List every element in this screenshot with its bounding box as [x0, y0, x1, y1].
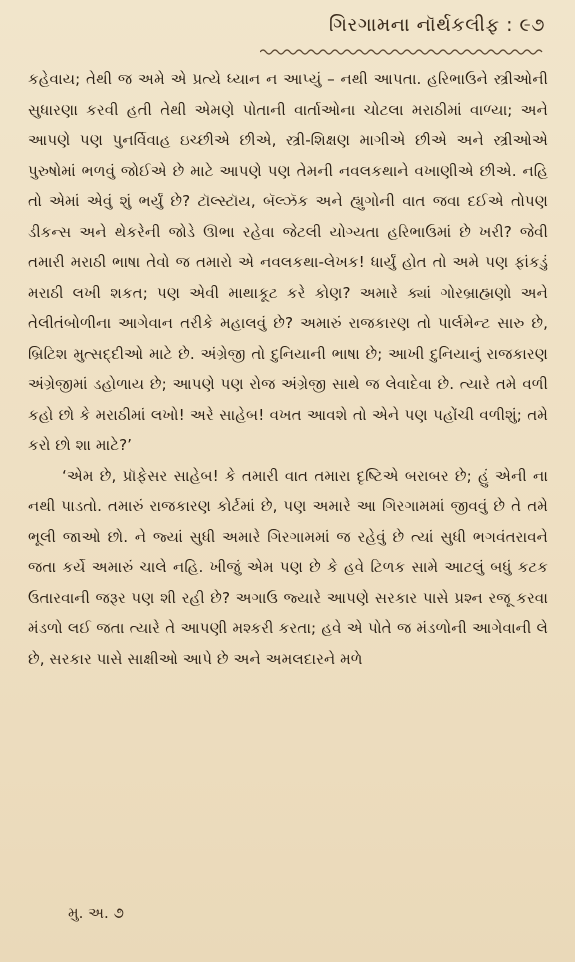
signature-mark: મુ. અ. ૭	[68, 904, 124, 922]
paragraph: ‘એમ છે, પ્રૉફેસર સાહેબ! કે તમારી વાત તમારા દૃષ્ટિએ બરાબર છે; હું એની ના નથી પાડતો. તમારું રાજકારણ કોર્ટમાં છે, પણ અમારે આ ગિરગામમાં જીવવું છે તે તમે ભૂલી જાઓ છો. ને જ્યાં સુધી અમારે ગિરગામમાં જ રહેવું છે ત્યાં સુધી ભગવંતરાવને જતા કર્યે અમારું ચાલે નહિ. ખીજું એમ પણ છે કે હવે ટિળક સામે આટલું બધું કટક ઉતારવાની જરૂર પણ શી રહી છે? અગાઉ જ્યારે આપણે સરકાર પાસે પ્રશ્ન રજૂ કરવા મંડળો લઈ જતા ત્યારે તે આપણી મશ્કરી કરતા; હવે એ પોતે જ મંડળોની આગેવાની લે છે, સરકાર પાસે સાક્ષીઓ આપે છે અને અમલદારને મળે	[28, 466, 548, 668]
paragraph: કહેવાય; તેથી જ અમે એ પ્રત્યે ધ્યાન ન આપ્યું – નથી આપતા. હરિભાઉને સ્ત્રીઓની સુધારણા કરવી હતી તેથી એમણે પોતાની વાર્તાઓના ચોટલા મરાઠીમાં વાળ્યા; અને આપણે પણ પુનર્વિવાહ ઇચ્છીએ છીએ, સ્ત્રી-શિક્ષણ માગીએ છીએ અને સ્ત્રીઓએ પુરુષોમાં ભળવું જોઈએ છે માટે આપણે પણ તેમની નવલકથાને વખાણીએ છીએ. નહિ તો એમાં એવું શું ભર્યું છે? ટૉલ્સ્ટૉય, બૅલ્ઝૅક અને હ્યુગોની વાત જવા દઈએ તોપણ ડીકન્સ અને થેકરેની જોડે ઊભા રહેવા જેટલી યોગ્યતા હરિભાઉમાં છે ખરી? જેવી તમારી મરાઠી ભાષા તેવો જ તમારો એ નવલકથા-લેખક! ધાર્યું હોત તો અમે પણ ફાંકડું મરાઠી લખી શકત; પણ એવી માથાકૂટ કરે કોણ? અમારે ક્યાં ગોરબ્રાહ્મણો અને તેલીતંબોળીના આગેવાન તરીકે મહાલવું છે? અમારું રાજકારણ તો પાર્લમેન્ટ સારુ છે, બ્રિટિશ મુત્સદ્દીઓ માટે છે. અંગ્રેજી તો દુનિયાની ભાષા છે; આખી દુનિયાનું રાજકારણ અંગ્રેજીમાં ડહોળાય છે; આપણે પણ રોજ અંગ્રેજી સાથે જ લેવાદેવા છે. ત્યારે તમે વળી કહો છો કે મરાઠીમાં લખો! અરે સાહેબ! વખત આવશે તો એને પણ પહોંચી વળીશું; તમે કરો છો શા માટે?’	[28, 70, 548, 454]
header-ornament-rule	[260, 48, 545, 56]
running-header: ગિરગામના નૉર્થકલીફ : ૯૭	[328, 14, 545, 36]
body-text	[28, 64, 548, 674]
